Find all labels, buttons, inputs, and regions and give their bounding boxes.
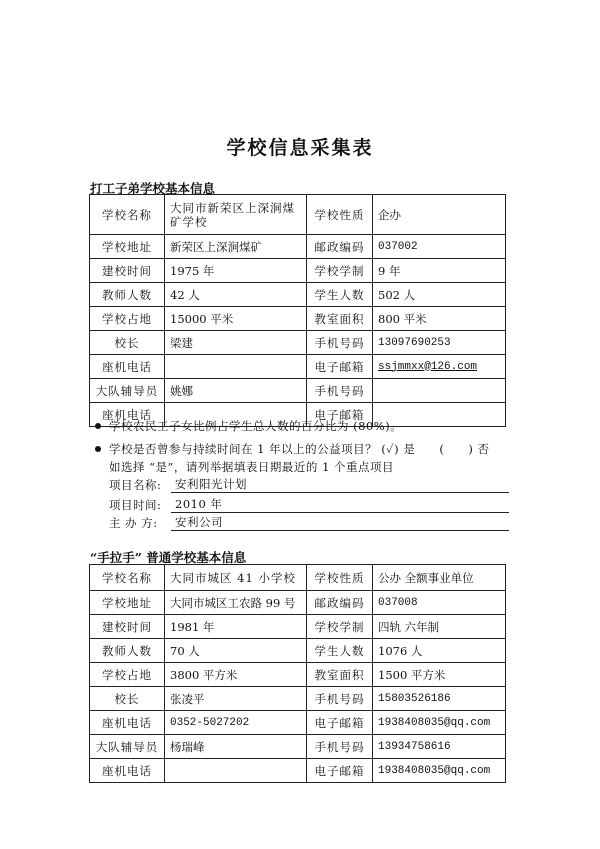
- field-value: 杨瑞峰: [165, 735, 307, 759]
- field-label: 手机号码: [307, 687, 373, 711]
- field-value: 42 人: [165, 283, 307, 307]
- project-host-value: 安利公司: [171, 515, 509, 531]
- bullet-public-project: 学校是否曾参与持续时间在 1 年以上的公益项目？ (✓) 是 ( ) 否: [95, 441, 515, 458]
- project-name-line: [109, 477, 509, 493]
- field-value: 13097690253: [373, 331, 506, 355]
- table-row: [90, 687, 506, 711]
- field-value: 037002: [373, 235, 506, 259]
- section2-heading: “手拉手” 普通学校基本信息: [90, 550, 247, 565]
- bullet-dot-icon: [95, 446, 101, 452]
- field-value: 9 年: [373, 259, 506, 283]
- field-label: 校长: [90, 687, 165, 711]
- field-label: 大队辅导员: [90, 735, 165, 759]
- field-value: 3800 平方米: [165, 663, 307, 687]
- table-row: [90, 711, 506, 735]
- field-label: 学校地址: [90, 591, 165, 615]
- field-value: 1500 平方米: [373, 663, 506, 687]
- field-value: 1938408035@qq.com: [373, 711, 506, 735]
- section1-heading: 打工子弟学校基本信息: [90, 181, 216, 196]
- field-label: 学校学制: [307, 615, 373, 639]
- field-value: 企办: [373, 195, 506, 235]
- table-row: [90, 259, 506, 283]
- field-label: 座机电话: [90, 711, 165, 735]
- field-label: 电子邮箱: [307, 403, 373, 427]
- field-value: 502 人: [373, 283, 506, 307]
- field-value: 姚娜: [165, 379, 307, 403]
- project-name-label: 项目名称:: [109, 478, 162, 492]
- field-value: [165, 355, 307, 379]
- field-label: 教师人数: [90, 639, 165, 663]
- field-value: 1975 年: [165, 259, 307, 283]
- field-value: 大同市城区 41 小学校: [165, 565, 307, 591]
- project-time-value: 2010 年: [171, 497, 509, 513]
- table-row: [90, 759, 506, 783]
- project-time-label: 项目时间:: [109, 498, 162, 512]
- field-label: 手机号码: [307, 331, 373, 355]
- field-value: 70 人: [165, 639, 307, 663]
- field-label: 学校占地: [90, 307, 165, 331]
- field-label: 教师人数: [90, 283, 165, 307]
- bullet-dot-icon: [95, 423, 101, 429]
- field-label: 学校性质: [307, 565, 373, 591]
- field-label: 学校地址: [90, 235, 165, 259]
- field-label: 学校名称: [90, 195, 165, 235]
- field-label: 教室面积: [307, 307, 373, 331]
- field-label: 手机号码: [307, 735, 373, 759]
- project-time-line: [109, 497, 509, 513]
- field-label: 座机电话: [90, 759, 165, 783]
- table-row: [90, 663, 506, 687]
- field-value: 800 平米: [373, 307, 506, 331]
- field-value: ssjmmxx@126.com: [373, 355, 506, 379]
- field-value: 037008: [373, 591, 506, 615]
- field-value: 15000 平米: [165, 307, 307, 331]
- field-label: 电子邮箱: [307, 759, 373, 783]
- field-label: 电子邮箱: [307, 711, 373, 735]
- field-value: [165, 759, 307, 783]
- table-row: [90, 615, 506, 639]
- field-label: 学校占地: [90, 663, 165, 687]
- field-label: 教室面积: [307, 663, 373, 687]
- field-label: 建校时间: [90, 615, 165, 639]
- field-label: 学生人数: [307, 283, 373, 307]
- table-row: [90, 565, 506, 591]
- field-label: 座机电话: [90, 355, 165, 379]
- field-label: 建校时间: [90, 259, 165, 283]
- table-row: [90, 307, 506, 331]
- field-value: 公办 全额事业单位: [373, 565, 506, 591]
- field-label: 电子邮箱: [307, 355, 373, 379]
- field-value: 1076 人: [373, 639, 506, 663]
- table-row: [90, 331, 506, 355]
- section2-table: [89, 564, 506, 783]
- table-row: [90, 735, 506, 759]
- table-row: [90, 591, 506, 615]
- table-row: [90, 379, 506, 403]
- table-row: [90, 355, 506, 379]
- field-label: 学校学制: [307, 259, 373, 283]
- field-value: 梁建: [165, 331, 307, 355]
- field-value: 1981 年: [165, 615, 307, 639]
- bullet-public-project-continued: 如选择 “是”，请列举据填表日期最近的 1 个重点项目: [109, 460, 395, 474]
- field-value: 张凌平: [165, 687, 307, 711]
- page-title: 学校信息采集表: [226, 137, 374, 159]
- field-label: 邮政编码: [307, 591, 373, 615]
- field-value: 新荣区上深涧煤矿: [165, 235, 307, 259]
- field-label: 手机号码: [307, 379, 373, 403]
- project-name-value: 安利阳光计划: [171, 477, 509, 493]
- field-value: 1938408035@qq.com: [373, 759, 506, 783]
- table-row: [90, 639, 506, 663]
- field-label: 校长: [90, 331, 165, 355]
- field-label: 学校性质: [307, 195, 373, 235]
- table-row: [90, 283, 506, 307]
- section1-table: [89, 194, 506, 427]
- field-value: 大同市新荣区上深涧煤矿学校: [165, 195, 307, 235]
- field-value: 0352-5027202: [165, 711, 307, 735]
- field-label: 学生人数: [307, 639, 373, 663]
- bullet-migrant-ratio: 学校农民工子女比例占学生总人数的百分比为 (80%)。: [95, 418, 515, 435]
- table-row: [90, 195, 506, 235]
- field-value: [373, 379, 506, 403]
- project-host-line: [109, 515, 509, 531]
- field-label: 学校名称: [90, 565, 165, 591]
- field-value: 15803526186: [373, 687, 506, 711]
- field-value: 四轨 六年制: [373, 615, 506, 639]
- field-value: 13934758616: [373, 735, 506, 759]
- project-host-label: 主 办 方:: [109, 516, 158, 530]
- field-label: 座机电话: [90, 403, 165, 427]
- field-label: 大队辅导员: [90, 379, 165, 403]
- field-value: 大同市城区工农路 99 号: [165, 591, 307, 615]
- table-row: [90, 235, 506, 259]
- field-label: 邮政编码: [307, 235, 373, 259]
